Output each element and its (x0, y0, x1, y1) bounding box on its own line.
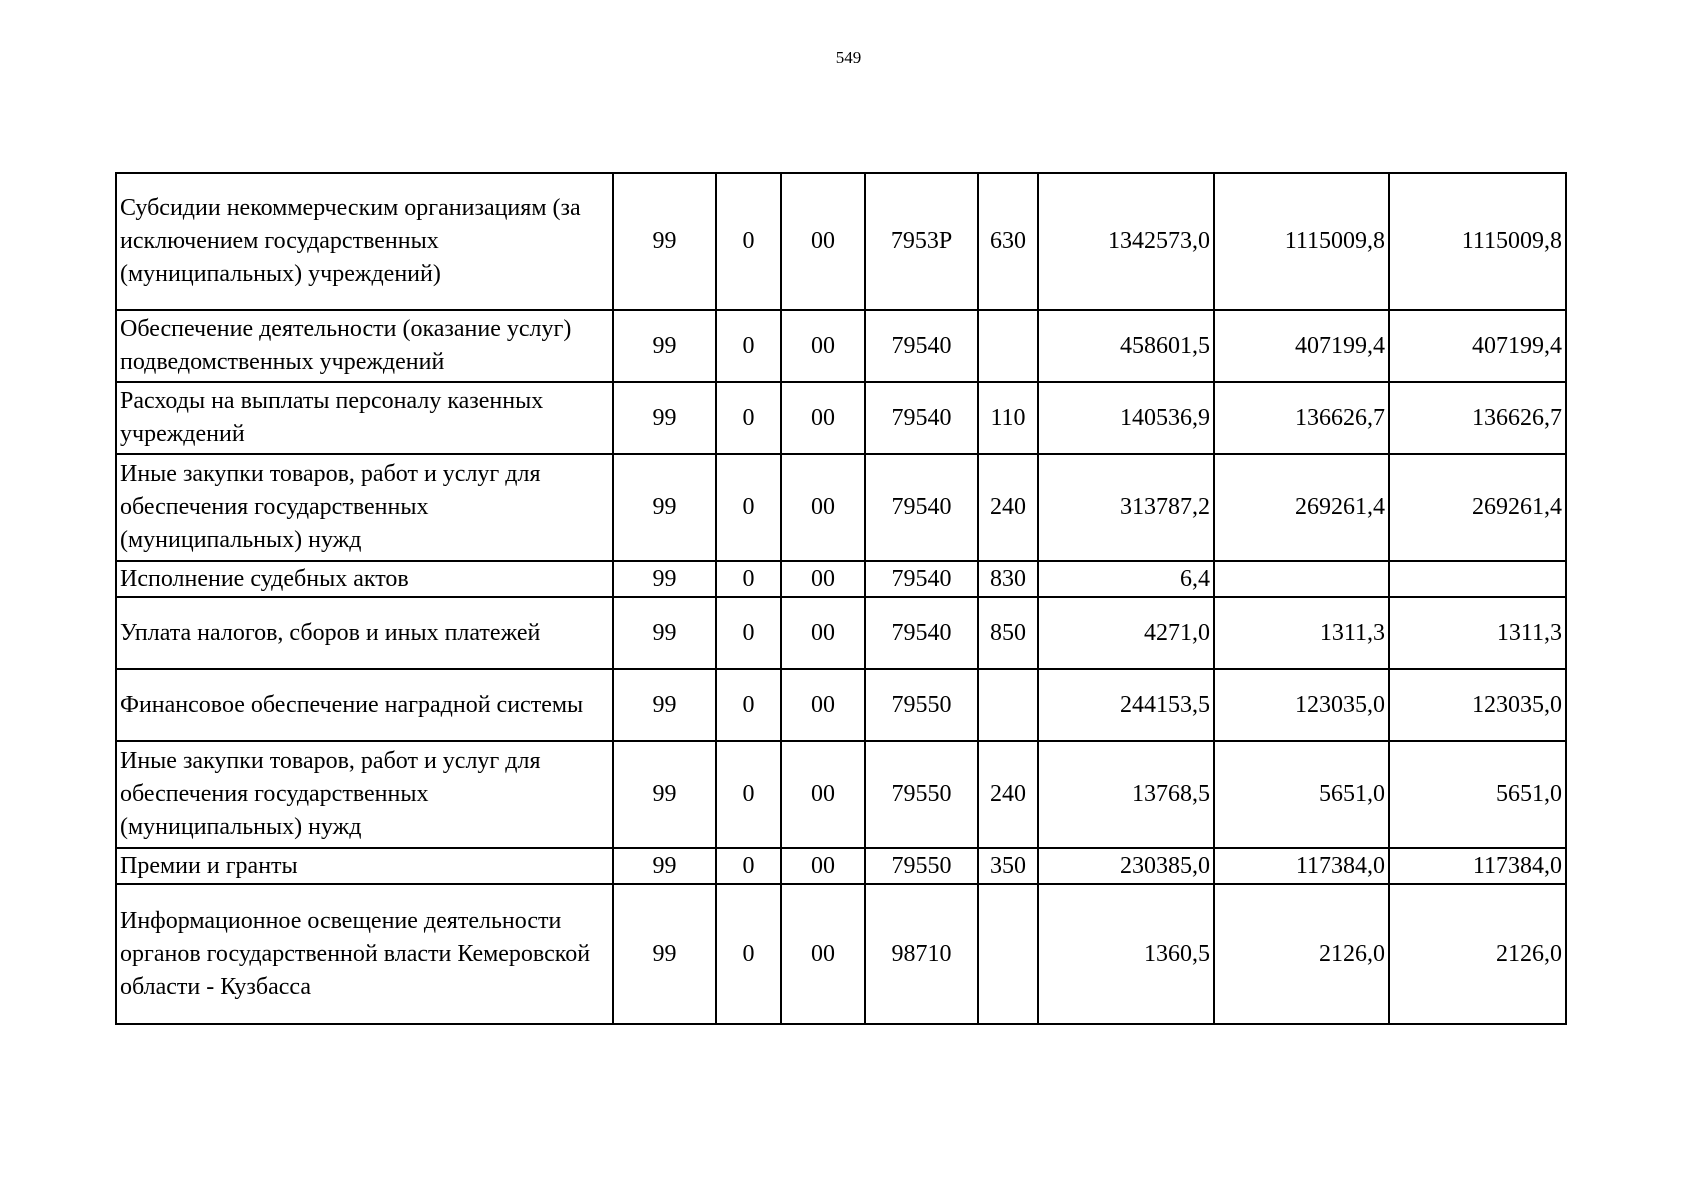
row-sum-1: 313787,2 (1038, 454, 1214, 561)
row-sum-1: 244153,5 (1038, 669, 1214, 741)
row-vr (978, 884, 1038, 1024)
row-program: 99 (613, 741, 716, 848)
row-sum-3: 123035,0 (1389, 669, 1566, 741)
row-name: Иные закупки товаров, работ и услуг для обеспечения государственных (муниципальных) нужд (116, 454, 613, 561)
row-sum-3: 136626,7 (1389, 382, 1566, 454)
row-direction: 00 (781, 173, 865, 310)
table-body (116, 173, 1566, 1024)
row-article: 79540 (865, 310, 978, 382)
table-row (116, 454, 1566, 561)
budget-table (115, 172, 1567, 1025)
row-direction: 00 (781, 884, 865, 1024)
row-sum-1: 140536,9 (1038, 382, 1214, 454)
row-sum-2: 117384,0 (1214, 848, 1389, 884)
row-sum-3: 5651,0 (1389, 741, 1566, 848)
row-direction: 00 (781, 669, 865, 741)
row-sum-1: 4271,0 (1038, 597, 1214, 669)
row-program: 99 (613, 310, 716, 382)
row-sum-2: 269261,4 (1214, 454, 1389, 561)
row-direction: 00 (781, 382, 865, 454)
row-name: Расходы на выплаты персоналу казенных учреждений (116, 382, 613, 454)
row-article: 7953Р (865, 173, 978, 310)
row-direction: 00 (781, 597, 865, 669)
row-subprogram: 0 (716, 597, 781, 669)
page-number: 549 (835, 48, 862, 67)
row-article: 79550 (865, 741, 978, 848)
row-sum-2: 407199,4 (1214, 310, 1389, 382)
row-sum-1: 230385,0 (1038, 848, 1214, 884)
row-sum-2: 136626,7 (1214, 382, 1389, 454)
row-vr: 630 (978, 173, 1038, 310)
row-article: 79540 (865, 382, 978, 454)
row-program: 99 (613, 173, 716, 310)
row-sum-1: 6,4 (1038, 561, 1214, 597)
row-subprogram: 0 (716, 561, 781, 597)
row-subprogram: 0 (716, 884, 781, 1024)
row-subprogram: 0 (716, 454, 781, 561)
row-sum-3: 2126,0 (1389, 884, 1566, 1024)
row-vr: 110 (978, 382, 1038, 454)
row-article: 98710 (865, 884, 978, 1024)
row-article: 79540 (865, 454, 978, 561)
row-sum-1: 13768,5 (1038, 741, 1214, 848)
row-sum-3: 269261,4 (1389, 454, 1566, 561)
row-article: 79540 (865, 561, 978, 597)
row-name: Премии и гранты (116, 848, 613, 884)
row-sum-2: 2126,0 (1214, 884, 1389, 1024)
row-sum-3: 1115009,8 (1389, 173, 1566, 310)
row-sum-1: 458601,5 (1038, 310, 1214, 382)
table-row (116, 669, 1566, 741)
row-vr (978, 669, 1038, 741)
row-name: Субсидии некоммерческим организациям (за исключением государственных (муниципальных) учреждений) (116, 173, 613, 310)
row-direction: 00 (781, 848, 865, 884)
row-name: Финансовое обеспечение наградной системы (116, 669, 613, 741)
row-direction: 00 (781, 741, 865, 848)
table-row (116, 561, 1566, 597)
row-vr: 850 (978, 597, 1038, 669)
row-subprogram: 0 (716, 669, 781, 741)
row-sum-2: 5651,0 (1214, 741, 1389, 848)
row-program: 99 (613, 561, 716, 597)
row-subprogram: 0 (716, 382, 781, 454)
row-sum-2: 1115009,8 (1214, 173, 1389, 310)
table-row (116, 310, 1566, 382)
table-row (116, 884, 1566, 1024)
row-article: 79550 (865, 669, 978, 741)
row-program: 99 (613, 884, 716, 1024)
row-program: 99 (613, 848, 716, 884)
row-direction: 00 (781, 561, 865, 597)
row-sum-3: 1311,3 (1389, 597, 1566, 669)
row-name: Информационное освещение деятельности органов государственной власти Кемеровской области - Кузбасса (116, 884, 613, 1024)
row-vr: 830 (978, 561, 1038, 597)
row-subprogram: 0 (716, 741, 781, 848)
table-row (116, 173, 1566, 310)
row-sum-3: 117384,0 (1389, 848, 1566, 884)
row-article: 79550 (865, 848, 978, 884)
table-row (116, 741, 1566, 848)
row-vr: 240 (978, 741, 1038, 848)
row-article: 79540 (865, 597, 978, 669)
row-program: 99 (613, 669, 716, 741)
row-name: Исполнение судебных актов (116, 561, 613, 597)
row-subprogram: 0 (716, 173, 781, 310)
row-sum-1: 1360,5 (1038, 884, 1214, 1024)
row-vr: 350 (978, 848, 1038, 884)
row-sum-1: 1342573,0 (1038, 173, 1214, 310)
row-vr (978, 310, 1038, 382)
row-program: 99 (613, 597, 716, 669)
table-row (116, 848, 1566, 884)
row-subprogram: 0 (716, 310, 781, 382)
row-sum-2: 1311,3 (1214, 597, 1389, 669)
row-sum-3: 407199,4 (1389, 310, 1566, 382)
row-sum-3 (1389, 561, 1566, 597)
row-program: 99 (613, 382, 716, 454)
row-program: 99 (613, 454, 716, 561)
table-row (116, 597, 1566, 669)
row-name: Уплата налогов, сборов и иных платежей (116, 597, 613, 669)
row-name: Иные закупки товаров, работ и услуг для обеспечения государственных (муниципальных) нужд (116, 741, 613, 848)
row-direction: 00 (781, 454, 865, 561)
row-sum-2: 123035,0 (1214, 669, 1389, 741)
row-sum-2 (1214, 561, 1389, 597)
row-name: Обеспечение деятельности (оказание услуг) подведомственных учреждений (116, 310, 613, 382)
table-row (116, 382, 1566, 454)
row-vr: 240 (978, 454, 1038, 561)
row-direction: 00 (781, 310, 865, 382)
row-subprogram: 0 (716, 848, 781, 884)
